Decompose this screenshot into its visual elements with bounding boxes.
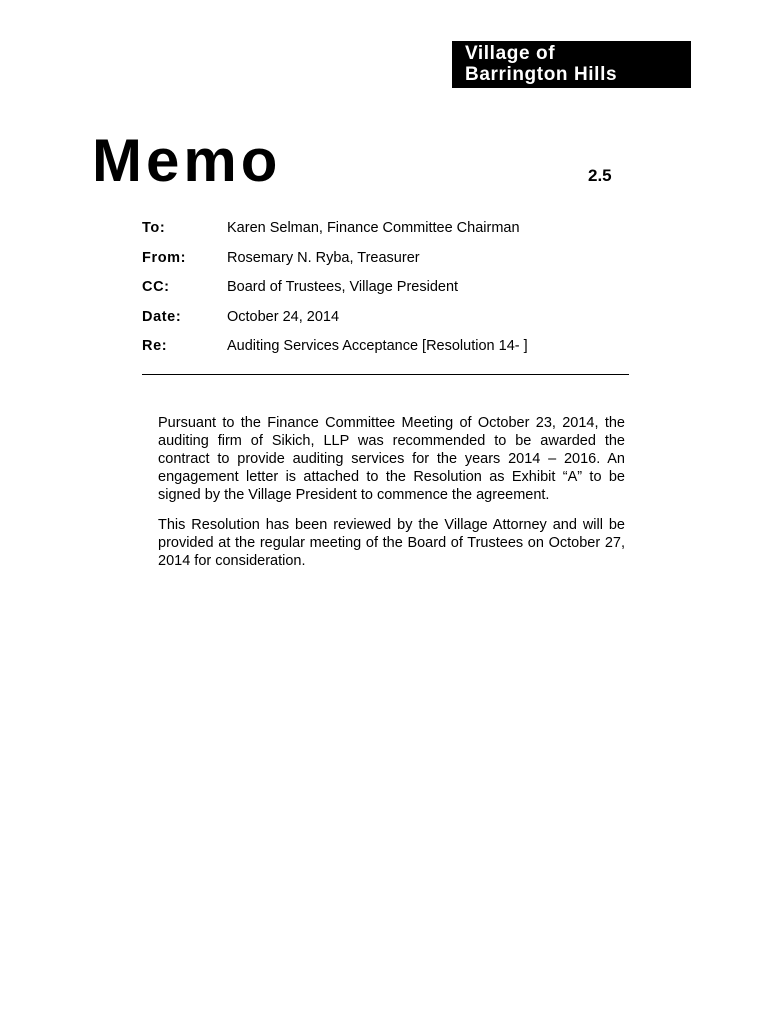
re-value: Auditing Services Acceptance [Resolution 14- ] bbox=[227, 338, 528, 354]
organization-name-line-2: Barrington Hills bbox=[465, 64, 618, 85]
memo-title: Memo bbox=[92, 127, 282, 194]
cc-field bbox=[142, 277, 632, 307]
body-paragraph-2: This Resolution has been reviewed by the Village Attorney and will be provided at the regular meeting of the Board of Trustees on October 27, 2014 for consideration. bbox=[158, 517, 625, 569]
date-field bbox=[142, 307, 632, 337]
organization-name-line-1: Village of bbox=[465, 43, 556, 64]
from-value: Rosemary N. Ryba, Treasurer bbox=[227, 249, 420, 266]
to-value: Karen Selman, Finance Committee Chairman bbox=[227, 220, 520, 236]
header-divider bbox=[142, 374, 629, 375]
to-field bbox=[142, 218, 632, 248]
from-field bbox=[142, 248, 632, 278]
re-label: Re: bbox=[142, 338, 168, 354]
re-field bbox=[142, 336, 632, 366]
date-label: Date: bbox=[142, 308, 182, 325]
to-label: To: bbox=[142, 220, 166, 236]
memo-header-fields bbox=[142, 218, 632, 366]
organization-banner bbox=[452, 41, 691, 88]
cc-label: CC: bbox=[142, 279, 170, 295]
body-paragraph-1: Pursuant to the Finance Committee Meeting of October 23, 2014, the auditing firm of Sikich, LLP was recommended to be awarded the contract to provide auditing services for the years 2014 – 2016. An engagement letter is attached to the Resolution as Exhibit “A” to be signed by the Village President to commence the agreement. bbox=[158, 415, 625, 503]
date-value: October 24, 2014 bbox=[227, 308, 340, 325]
agenda-item-number: 2.5 bbox=[588, 166, 612, 185]
from-label: From: bbox=[142, 249, 187, 266]
memo-body bbox=[158, 414, 625, 582]
cc-value: Board of Trustees, Village President bbox=[227, 279, 459, 295]
